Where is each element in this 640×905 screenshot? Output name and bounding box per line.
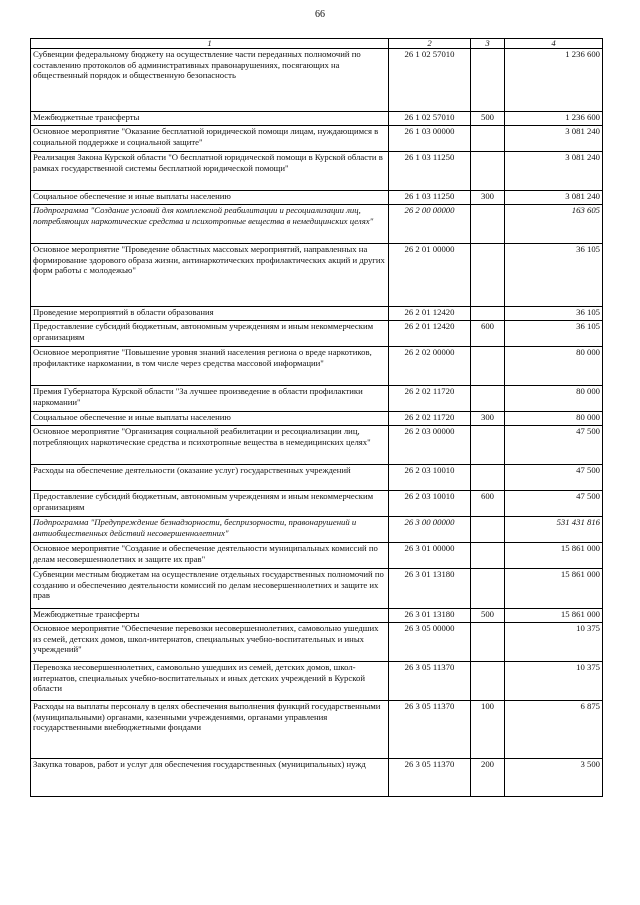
row-amount: 1 236 600 (505, 49, 603, 112)
table-row (31, 191, 603, 205)
row-expense-type (471, 386, 505, 412)
table-row (31, 701, 603, 759)
row-expense-type (471, 49, 505, 112)
table-row (31, 152, 603, 191)
row-name: Основное мероприятие "Повышение уровня знаний населения региона о вреде наркотиков, профилактике наркомании, в том числе через средства массовой информации" (31, 347, 389, 386)
row-code: 26 2 00 00000 (389, 205, 471, 244)
row-name: Основное мероприятие "Проведение областных массовых мероприятий, направленных на формирование здорового образа жизни, антинаркотических профилактических акций и других форм работы с молодежью" (31, 244, 389, 307)
row-expense-type: 600 (471, 321, 505, 347)
row-expense-type (471, 126, 505, 152)
row-expense-type (471, 347, 505, 386)
row-expense-type (471, 623, 505, 662)
row-amount: 15 861 000 (505, 569, 603, 609)
budget-table (30, 38, 603, 797)
row-code: 26 3 00 00000 (389, 517, 471, 543)
table-row (31, 543, 603, 569)
table-row (31, 386, 603, 412)
header-col-4: 4 (505, 39, 603, 49)
row-expense-type (471, 244, 505, 307)
row-code: 26 2 01 00000 (389, 244, 471, 307)
table-row (31, 662, 603, 701)
row-expense-type (471, 465, 505, 491)
table-row (31, 623, 603, 662)
row-code: 26 2 03 10010 (389, 491, 471, 517)
row-amount: 80 000 (505, 347, 603, 386)
header-col-1: 1 (31, 39, 389, 49)
row-code: 26 2 02 11720 (389, 386, 471, 412)
row-code: 26 2 01 12420 (389, 321, 471, 347)
row-expense-type: 100 (471, 701, 505, 759)
row-expense-type (471, 307, 505, 321)
row-expense-type (471, 569, 505, 609)
row-amount: 47 500 (505, 426, 603, 465)
row-amount: 36 105 (505, 321, 603, 347)
row-code: 26 2 02 00000 (389, 347, 471, 386)
table-row (31, 112, 603, 126)
row-code: 26 3 05 11370 (389, 701, 471, 759)
row-code: 26 3 01 13180 (389, 569, 471, 609)
row-name: Реализация Закона Курской области "О бесплатной юридической помощи в Курской области в рамках государственной системы бесплатной юридической помощи" (31, 152, 389, 191)
row-expense-type: 500 (471, 609, 505, 623)
row-amount: 3 081 240 (505, 152, 603, 191)
row-code: 26 2 03 10010 (389, 465, 471, 491)
row-code: 26 2 03 00000 (389, 426, 471, 465)
row-name: Проведение мероприятий в области образования (31, 307, 389, 321)
row-amount: 531 431 816 (505, 517, 603, 543)
row-code: 26 1 02 57010 (389, 49, 471, 112)
row-name: Межбюджетные трансферты (31, 609, 389, 623)
row-amount: 47 500 (505, 491, 603, 517)
table-row (31, 205, 603, 244)
row-amount: 36 105 (505, 244, 603, 307)
row-amount: 6 875 (505, 701, 603, 759)
row-name: Социальное обеспечение и иные выплаты населению (31, 412, 389, 426)
row-name: Межбюджетные трансферты (31, 112, 389, 126)
row-name: Субвенции местным бюджетам на осуществление отдельных государственных полномочий по созданию и обеспечению деятельности комиссий по делам несовершеннолетних и защите их прав (31, 569, 389, 609)
table-header-row (31, 39, 603, 49)
row-expense-type: 300 (471, 191, 505, 205)
row-amount: 3 081 240 (505, 126, 603, 152)
row-name: Подпрограмма "Предупреждение безнадзорности, беспризорности, правонарушений и антиобщественных действий несовершеннолетних" (31, 517, 389, 543)
row-name: Премия Губернатора Курской области "За лучшее произведение в области профилактики наркомании" (31, 386, 389, 412)
table-row (31, 759, 603, 797)
table-row (31, 126, 603, 152)
row-amount: 10 375 (505, 662, 603, 701)
table-row (31, 49, 603, 112)
header-col-3: 3 (471, 39, 505, 49)
row-code: 26 3 05 11370 (389, 662, 471, 701)
row-amount: 80 000 (505, 386, 603, 412)
table-row (31, 609, 603, 623)
row-amount: 10 375 (505, 623, 603, 662)
row-name: Основное мероприятие "Оказание бесплатной юридической помощи лицам, нуждающимся в социальной поддержке и социальной защите" (31, 126, 389, 152)
table-row (31, 569, 603, 609)
row-expense-type (471, 543, 505, 569)
row-expense-type: 600 (471, 491, 505, 517)
row-amount: 1 236 600 (505, 112, 603, 126)
row-expense-type: 300 (471, 412, 505, 426)
row-name: Предоставление субсидий бюджетным, автономным учреждениям и иным некоммерческим организациям (31, 491, 389, 517)
row-name: Предоставление субсидий бюджетным, автономным учреждениям и иным некоммерческим организациям (31, 321, 389, 347)
row-amount: 15 861 000 (505, 609, 603, 623)
table-row (31, 244, 603, 307)
row-name: Расходы на выплаты персоналу в целях обеспечения выполнения функций государственными (муниципальными) органами, казенными учреждениями, органами управления государственными внебюджетными фондами (31, 701, 389, 759)
row-expense-type: 500 (471, 112, 505, 126)
row-code: 26 1 02 57010 (389, 112, 471, 126)
row-name: Основное мероприятие "Обеспечение перевозки несовершеннолетних, самовольно ушедших из семей, детских домов, школ-интернатов, специальных учебно-воспитательных и иных учреждений" (31, 623, 389, 662)
row-name: Субвенции федеральному бюджету на осуществление части переданных полномочий по составлению протоколов об административных правонарушениях, посягающих на общественный порядок и общественную безопасность (31, 49, 389, 112)
table-row (31, 321, 603, 347)
row-amount: 15 861 000 (505, 543, 603, 569)
row-code: 26 3 05 00000 (389, 623, 471, 662)
row-expense-type (471, 205, 505, 244)
row-name: Социальное обеспечение и иные выплаты населению (31, 191, 389, 205)
table-row (31, 347, 603, 386)
header-col-2: 2 (389, 39, 471, 49)
row-code: 26 1 03 11250 (389, 152, 471, 191)
row-code: 26 3 05 11370 (389, 759, 471, 797)
row-code: 26 3 01 13180 (389, 609, 471, 623)
row-name: Расходы на обеспечение деятельности (оказание услуг) государственных учреждений (31, 465, 389, 491)
table-row (31, 465, 603, 491)
table-row (31, 517, 603, 543)
page-number: 66 (315, 9, 325, 20)
row-amount: 3 500 (505, 759, 603, 797)
row-name: Основное мероприятие "Создание и обеспечение деятельности муниципальных комиссий по делам несовершеннолетних и защите их прав" (31, 543, 389, 569)
row-code: 26 2 01 12420 (389, 307, 471, 321)
table-row (31, 491, 603, 517)
row-expense-type (471, 517, 505, 543)
row-code: 26 1 03 11250 (389, 191, 471, 205)
table-row (31, 307, 603, 321)
row-expense-type (471, 662, 505, 701)
row-expense-type: 200 (471, 759, 505, 797)
row-expense-type (471, 426, 505, 465)
row-code: 26 1 03 00000 (389, 126, 471, 152)
row-code: 26 2 02 11720 (389, 412, 471, 426)
table-row (31, 412, 603, 426)
row-amount: 47 500 (505, 465, 603, 491)
row-name: Основное мероприятие "Организация социальной реабилитации и ресоциализации лиц, потребляющих наркотические средства и психотропные вещества в немедицинских целях" (31, 426, 389, 465)
row-amount: 3 081 240 (505, 191, 603, 205)
row-name: Закупка товаров, работ и услуг для обеспечения государственных (муниципальных) нужд (31, 759, 389, 797)
row-amount: 80 000 (505, 412, 603, 426)
row-expense-type (471, 152, 505, 191)
row-amount: 163 605 (505, 205, 603, 244)
row-amount: 36 105 (505, 307, 603, 321)
row-name: Подпрограмма "Создание условий для комплексной реабилитации и ресоциализации лиц, потребляющих наркотические средства и психотропные вещества в немедицинских целях" (31, 205, 389, 244)
row-code: 26 3 01 00000 (389, 543, 471, 569)
row-name: Перевозка несовершеннолетних, самовольно ушедших из семей, детских домов, школ-интернатов, специальных учебно-воспитательных и иных детских учреждений в Курской области (31, 662, 389, 701)
table-row (31, 426, 603, 465)
